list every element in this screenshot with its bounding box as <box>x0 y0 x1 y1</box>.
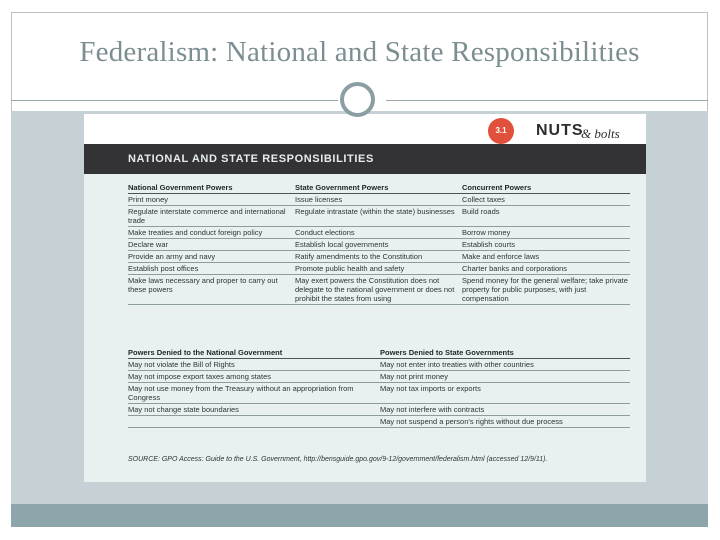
table-row <box>128 194 630 206</box>
table-row <box>128 263 630 275</box>
divider-ring-icon <box>340 82 375 117</box>
col-header-national: National Government Powers <box>128 183 233 192</box>
table-cell: Make laws necessary and proper to carry out these powers <box>128 276 278 294</box>
table-cell: Collect taxes <box>462 195 505 204</box>
table-cell: Conduct elections <box>295 228 355 237</box>
col-header-state: State Government Powers <box>295 183 389 192</box>
table-row <box>128 227 630 239</box>
table-row <box>128 416 630 428</box>
denied-powers-table <box>128 347 630 428</box>
table-cell: Establish local governments <box>295 240 389 249</box>
table-row <box>128 359 630 371</box>
table-cell: May not impose export taxes among states <box>128 372 271 381</box>
title-divider-left <box>11 100 338 101</box>
figure-header <box>84 114 646 144</box>
figure-heading: NATIONAL AND STATE RESPONSIBILITIES <box>84 144 646 174</box>
table-cell: Ratify amendments to the Constitution <box>295 252 423 261</box>
title-divider-right <box>386 100 708 101</box>
table-cell: Make treaties and conduct foreign policy <box>128 228 263 237</box>
col-header-concurrent: Concurrent Powers <box>462 183 532 192</box>
table-cell: Charter banks and corporations <box>462 264 568 273</box>
table-cell: Declare war <box>128 240 169 249</box>
brand-bolts: & bolts <box>581 126 620 141</box>
table-cell: May not enter into treaties with other countries <box>380 360 534 369</box>
table-row <box>128 206 630 227</box>
table-row <box>128 404 630 416</box>
table-cell: May not tax imports or exports <box>380 384 481 393</box>
table-row <box>128 383 630 404</box>
col-header-denied-state: Powers Denied to State Governments <box>380 348 514 357</box>
table-cell: Promote public health and safety <box>295 264 405 273</box>
nuts-and-bolts-figure <box>84 114 646 482</box>
table-cell <box>128 416 380 427</box>
table-cell: May not use money from the Treasury without an appropriation from Congress <box>128 384 354 402</box>
table-row <box>128 251 630 263</box>
table-cell: May exert powers the Constitution does not delegate to the national government or does not prohibit the states from using <box>295 276 455 303</box>
table-cell: May not print money <box>380 372 448 381</box>
table-cell: May not interfere with contracts <box>380 405 485 414</box>
table-cell: Borrow money <box>462 228 511 237</box>
table-cell: Spend money for the general welfare; take private property for public purposes, with just compensation <box>462 276 628 303</box>
powers-table <box>128 182 630 305</box>
powers-table-header <box>128 182 630 194</box>
figure-number-badge: 3.1 <box>488 118 514 144</box>
table-cell: Issue licenses <box>295 195 343 204</box>
brand-nuts: NUTS <box>536 122 584 139</box>
table-row <box>128 275 630 305</box>
table-cell: Print money <box>128 195 169 204</box>
slide-title: Federalism: National and State Responsibilities <box>79 36 640 68</box>
col-header-denied-national: Powers Denied to the National Government <box>128 348 283 357</box>
table-cell: Establish post offices <box>128 264 199 273</box>
table-row <box>128 371 630 383</box>
table-cell: Build roads <box>462 207 500 216</box>
source-citation: SOURCE: GPO Access: Guide to the U.S. Government, http://bensguide.gpo.gov/9-12/government/federalism.html (accessed 12/9/11). <box>128 456 548 463</box>
table-cell: May not change state boundaries <box>128 405 239 414</box>
table-cell: May not suspend a person's rights without due process <box>380 417 563 426</box>
denied-table-header <box>128 347 630 359</box>
slide-footer-band <box>11 504 708 527</box>
table-cell: May not violate the Bill of Rights <box>128 360 235 369</box>
table-row <box>128 239 630 251</box>
table-cell: Provide an army and navy <box>128 252 216 261</box>
table-cell: Regulate interstate commerce and international trade <box>128 207 286 225</box>
table-cell: Establish courts <box>462 240 515 249</box>
table-cell: Make and enforce laws <box>462 252 540 261</box>
table-cell: Regulate intrastate (within the state) businesses <box>295 207 455 216</box>
